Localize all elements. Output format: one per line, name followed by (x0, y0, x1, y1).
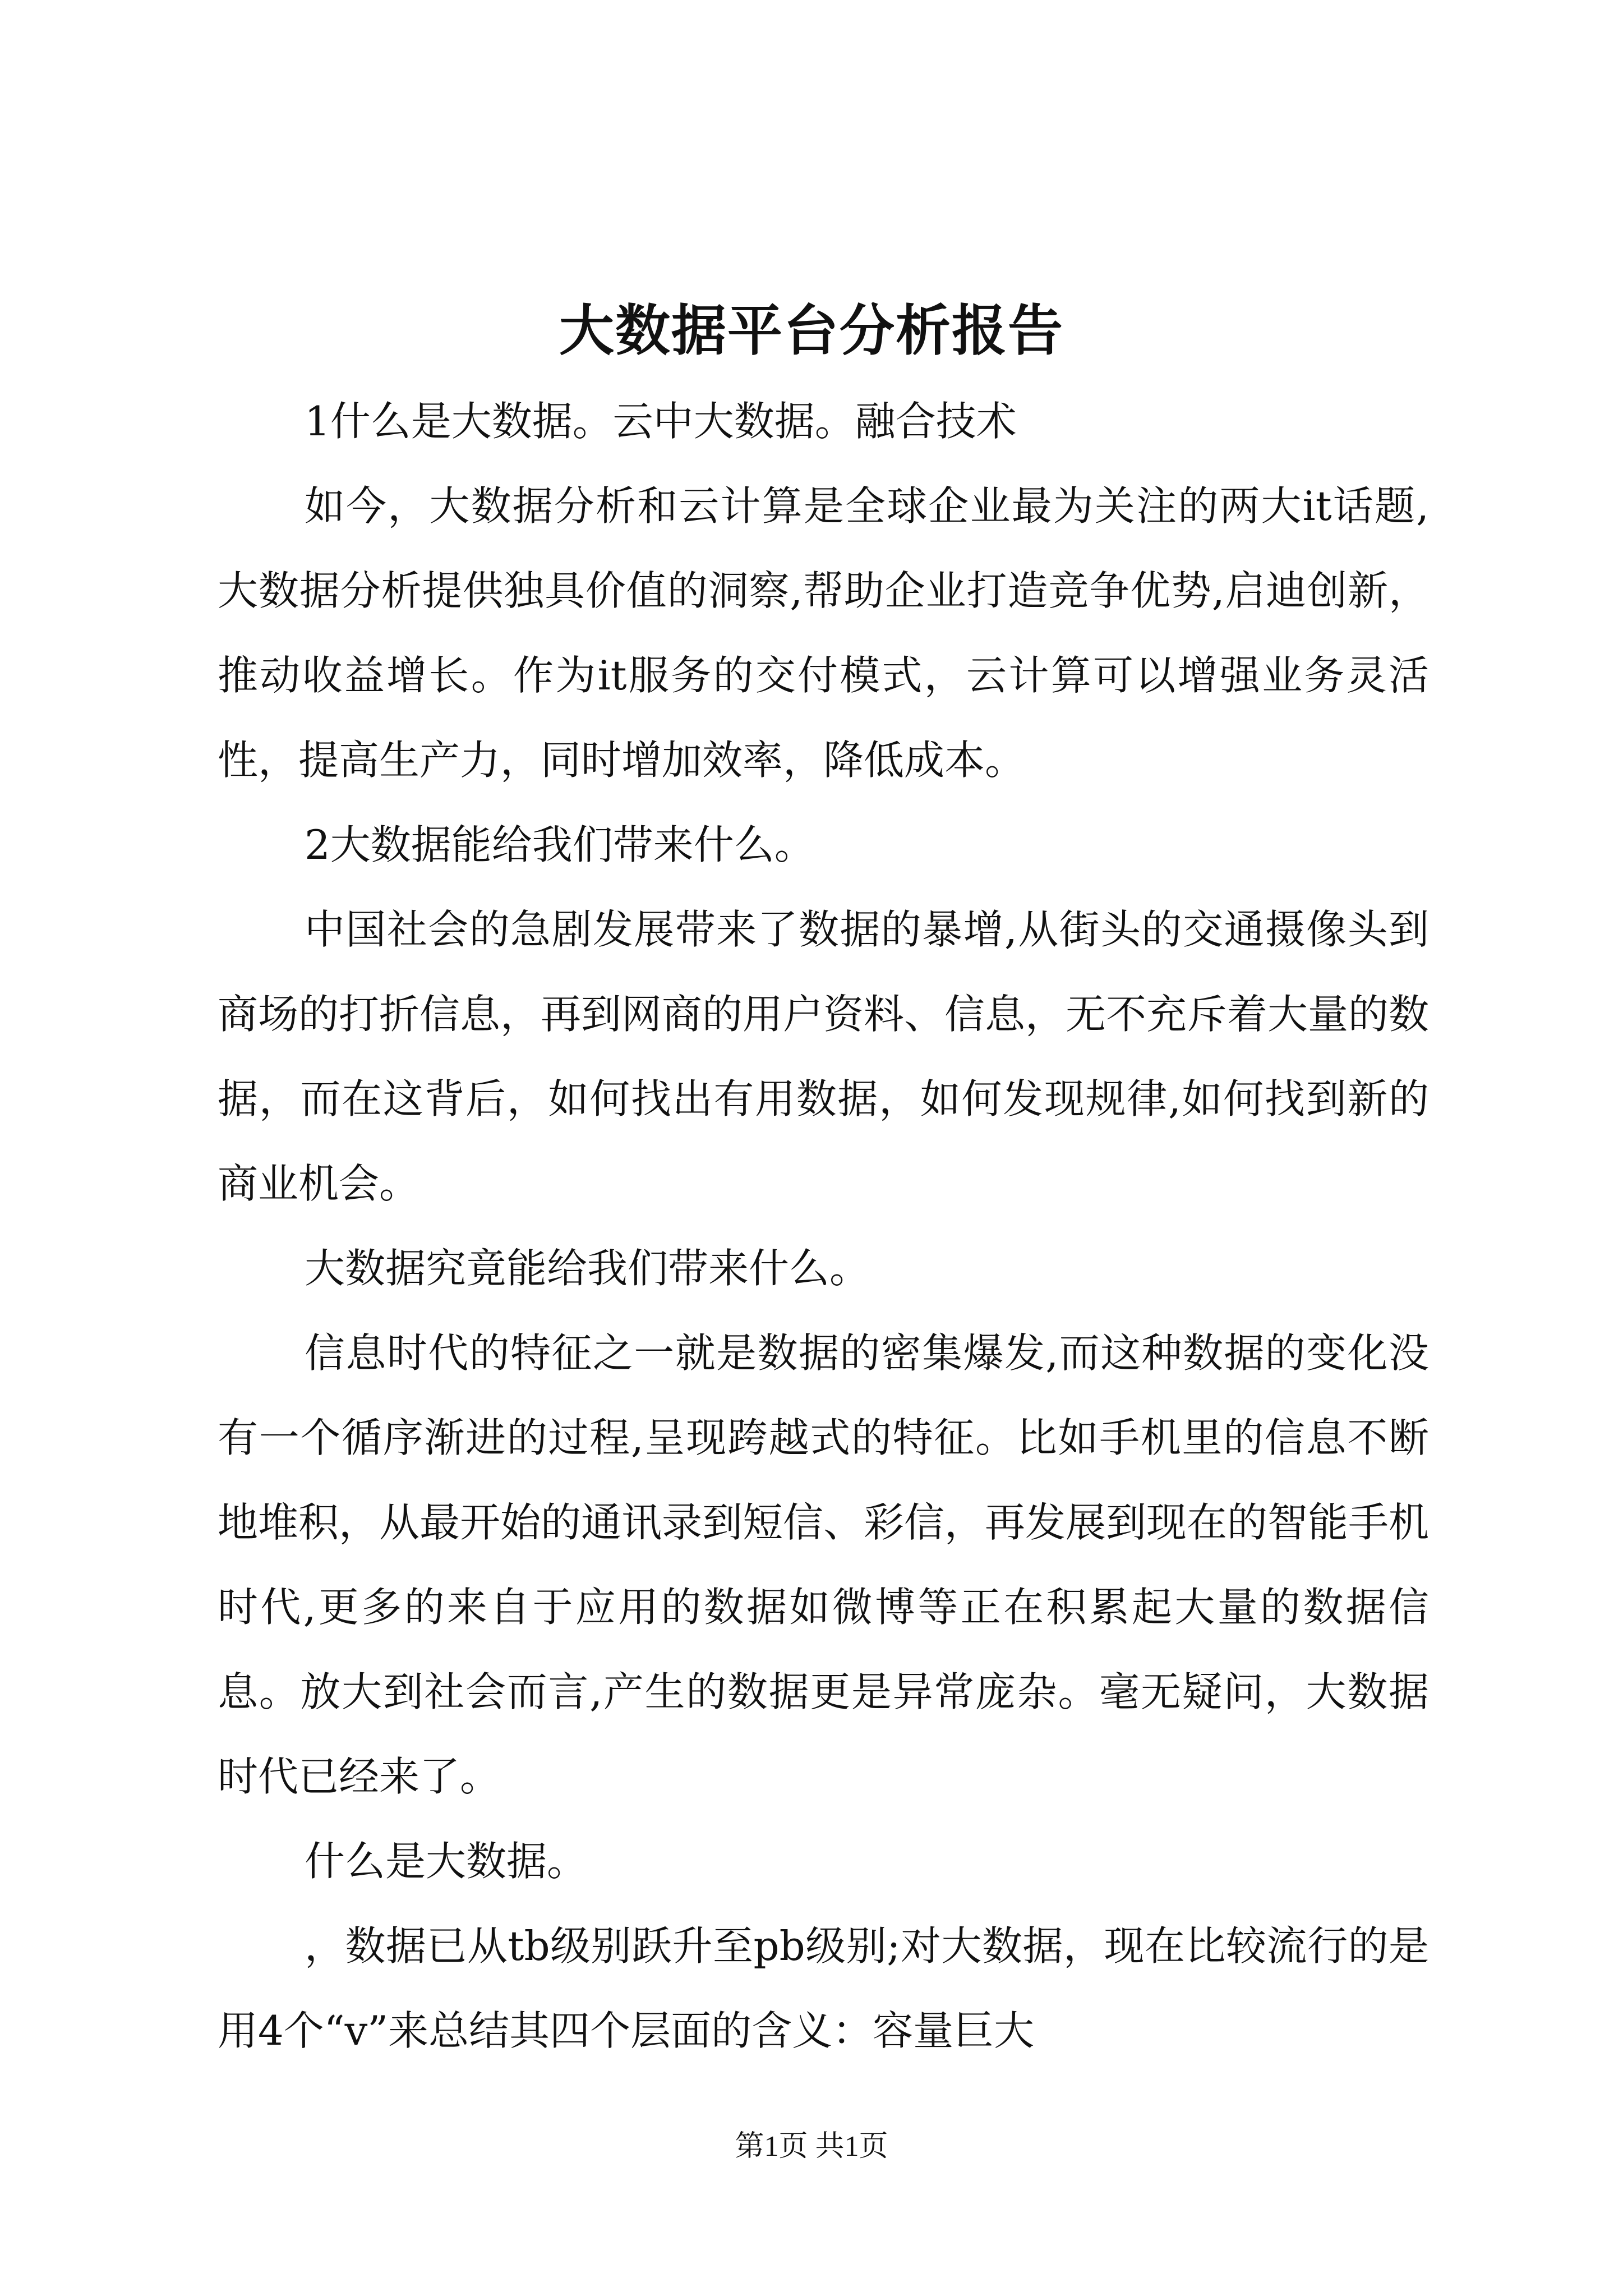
paragraph-data-growth: 中国社会的急剧发展带来了数据的暴增,从街头的交通摄像头到商场的打折信息，再到网商的用户资料、信息，无不充斥着大量的数据，而在这背后，如何找出有用数据，如何发现规律,如何找到新的商业机会。 (218, 906, 1430, 1207)
document-body (218, 379, 1429, 2073)
paragraph-four-v: ，数据已从tb级别跃升至pb级别;对大数据，现在比较流行的是用4个“v”来总结其四个层面的含义：容量巨大 (218, 1922, 1429, 2054)
paragraph-heading-2: 2大数据能给我们带来什么。 (305, 821, 815, 868)
page-title: 大数据平台分析报告 (559, 298, 1064, 363)
paragraph-cloud-intro: 如今，大数据分析和云计算是全球企业最为关注的两大it话题,大数据分析提供独具价值的洞察,帮助企业打造竞争优势,启迪创新，推动收益增长。作为it服务的交付模式，云计算可以增强业务灵活性，提高生产力，同时增加效率，降低成本。 (218, 482, 1429, 784)
page-footer: 第1页 共1页 (735, 2131, 888, 2162)
paragraph-heading-1: 1什么是大数据。云中大数据。融合技术 (305, 398, 1017, 445)
paragraph-what-is-big-data: 什么是大数据。 (305, 1838, 588, 1885)
paragraph-question: 大数据究竟能给我们带来什么。 (305, 1245, 870, 1292)
paragraph-information-age: 信息时代的特征之一就是数据的密集爆发,而这种数据的变化没有一个循序渐进的过程,呈现跨越式的特征。比如手机里的信息不断地堆积，从最开始的通讯录到短信、彩信，再发展到现在的智能手机时代,更多的来自于应用的数据如微博等正在积累起大量的数据信息。放大到社会而言,产生的数据更是异常庞杂。毫无疑问，大数据时代已经来了。 (218, 1329, 1430, 1800)
